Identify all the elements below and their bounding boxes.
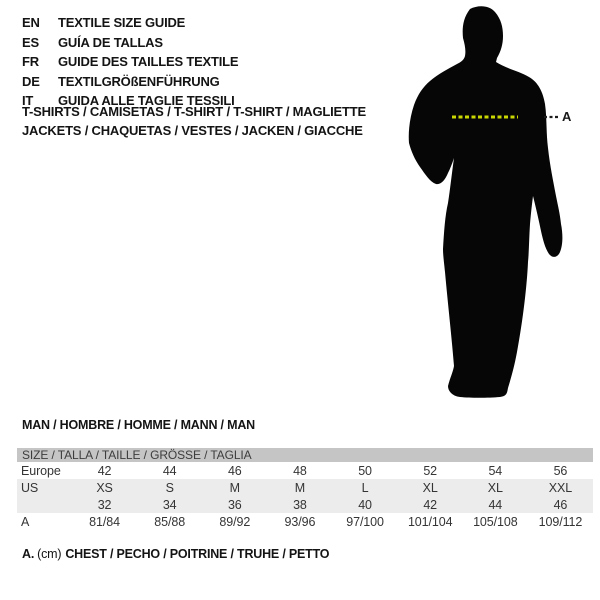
table-row-chest — [17, 513, 593, 530]
cell: 40 — [358, 497, 372, 512]
cell: XL — [487, 480, 503, 495]
cell: M — [294, 480, 306, 495]
language-label: GUIDE DES TAILLES TEXTILE — [58, 54, 239, 70]
cell: 97/100 — [346, 514, 384, 529]
cell: 101/104 — [407, 514, 453, 529]
cell: 38 — [293, 497, 307, 512]
language-code: IT — [22, 93, 34, 109]
category-tshirts: T-SHIRTS / CAMISETAS / T-SHIRT / T-SHIRT / MAGLIETTE — [22, 104, 366, 119]
cell: 48 — [293, 463, 307, 478]
language-code: DE — [22, 73, 40, 89]
cell: 44 — [162, 463, 177, 478]
man-silhouette — [409, 6, 563, 397]
cell: 109/112 — [538, 514, 583, 529]
table-row-us — [17, 479, 593, 496]
footnote-label: CHEST / PECHO / POITRINE / TRUHE / PETTO — [65, 547, 330, 561]
footnote-unit: (cm) — [37, 547, 62, 561]
cell: 54 — [488, 463, 503, 478]
cell: S — [165, 480, 174, 495]
cell: 36 — [227, 497, 242, 512]
cell: M — [229, 480, 240, 495]
cell: XXL — [548, 480, 573, 495]
cell: 85/88 — [154, 514, 186, 529]
row-label: Europe — [21, 463, 61, 478]
cell: 89/92 — [219, 514, 251, 529]
table-row-europe — [17, 462, 593, 479]
language-label: TEXTILGRÖßENFÜHRUNG — [58, 73, 220, 89]
size-table — [17, 448, 593, 530]
cell: 105/108 — [473, 514, 518, 529]
cell: 46 — [227, 463, 242, 478]
cell: 93/96 — [284, 514, 316, 529]
language-code: EN — [22, 15, 40, 31]
cell: 34 — [162, 497, 177, 512]
language-code: FR — [22, 54, 39, 70]
cell: 42 — [97, 463, 112, 478]
row-label: A — [21, 514, 30, 529]
cell: 42 — [423, 497, 438, 512]
category-jackets: JACKETS / CHAQUETAS / VESTES / JACKEN / GIACCHE — [22, 123, 363, 138]
section-title-man: MAN / HOMBRE / HOMME / MANN / MAN — [22, 418, 255, 432]
table-row-us-numeric — [17, 496, 593, 513]
cell: L — [361, 480, 369, 495]
language-code: ES — [22, 34, 39, 50]
cell: 32 — [97, 497, 112, 512]
language-label: TEXTILE SIZE GUIDE — [58, 15, 186, 31]
row-label: US — [21, 480, 39, 495]
cell: 44 — [488, 497, 503, 512]
footnote-letter: A. — [22, 547, 35, 561]
cell: 46 — [553, 497, 568, 512]
cell: 56 — [553, 463, 568, 478]
language-label: GUÍA DE TALLAS — [58, 34, 163, 50]
cell: 50 — [358, 463, 372, 478]
size-table-header: SIZE / TALLA / TAILLE / GRÖSSE / TAGLIA — [17, 448, 593, 462]
language-label: GUIDA ALLE TAGLIE TESSILI — [58, 93, 235, 109]
cell: 52 — [423, 463, 438, 478]
cell: XS — [96, 480, 113, 495]
cell: XL — [422, 480, 438, 495]
chest-footnote — [22, 547, 329, 561]
measure-label-a: A — [562, 109, 572, 124]
cell: 81/84 — [89, 514, 120, 529]
